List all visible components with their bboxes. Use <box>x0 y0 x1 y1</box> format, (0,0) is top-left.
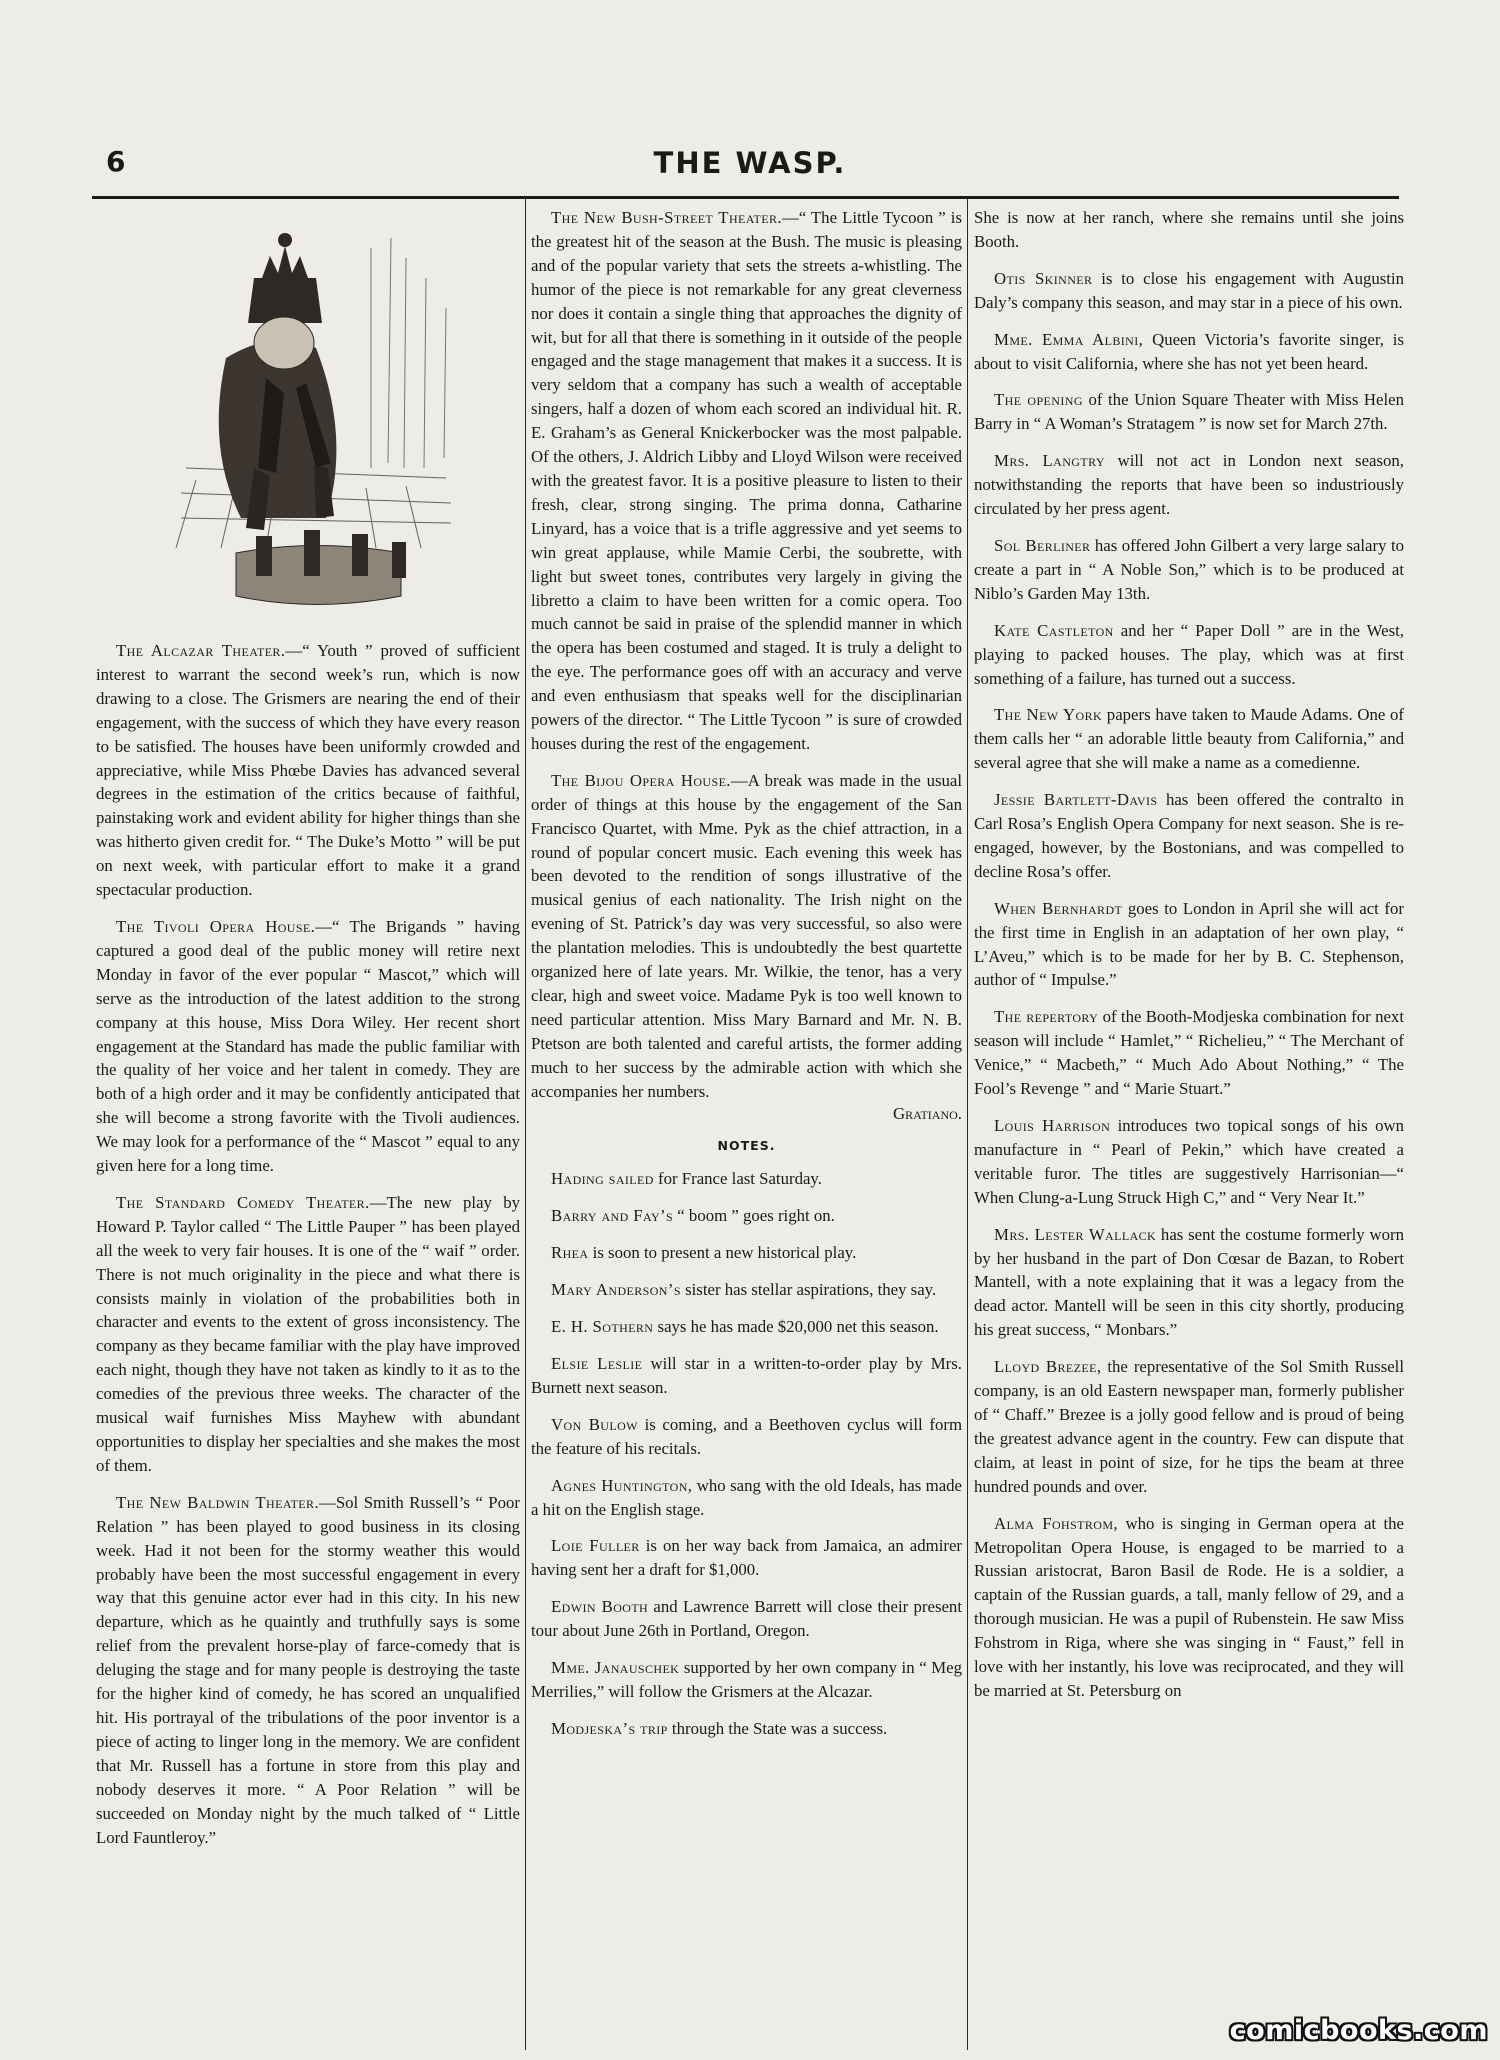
note-item: Loie Fuller is on her way back from Jamaica, an admirer having sent her a draft for $1,000. <box>531 1536 962 1580</box>
page-number: 6 <box>106 145 126 178</box>
author-signature: Gratiano. <box>893 1103 962 1123</box>
column-1 <box>96 206 520 2048</box>
notes-list <box>974 206 1404 1703</box>
note-item: The New York papers have taken to Maude Adams. One of them calls her “ an adorable little beauty from California,” and several agree that she will make a name as a comedienne. <box>974 705 1404 773</box>
note-item: Edwin Booth and Lawrence Barrett will close their present tour about June 26th in Portland, Oregon. <box>531 1597 962 1641</box>
note-item: Barry and Fay’s “ boom ” goes right on. <box>551 1206 835 1226</box>
column-3 <box>974 206 1404 2048</box>
note-item: Louis Harrison introduces two topical songs of his own manufacture in “ Pearl of Pekin,” which have created a veritable furor. The titles are suggestively Harrisonian—“ When Clung-a-Lung Struck High C,” and “ Very Near It.” <box>974 1116 1404 1207</box>
note-item: Otis Skinner is to close his engagement with Augustin Daly’s company this season, and may star in a piece of his own. <box>974 268 1404 312</box>
note-item: When Bernhardt goes to London in April she will act for the first time in English in an adaptation of her own play, “ L’Aveu,” which is to be made for her by B. C. Stephenson, author of “ Impulse.” <box>974 898 1404 990</box>
notes-list <box>531 1167 962 1740</box>
note-item: The repertory of the Booth-Modjeska combination for next season will include “ Hamlet,” “ Richelieu,” “ The Merchant of Venice,” “ Macbeth,” “ Much Ado About Nothing,” “ The Fool’s Revenge ” and “ Marie Stuart.” <box>974 1007 1404 1099</box>
article-bush-street-theater: The New Bush-Street Theater.—“ The Little Tycoon ” is the greatest hit of the season at the Bush. The music is pleasing and of the popular variety that sets the streets a-whistling. The humor of the piece is not remarkable for any great cleverness nor does it contain a single thing that approaches the dignity of wit, but for all that there is something in it outside of the people engaged and the stage management that makes it a success. It is very seldom that a company has such a wealth of acceptable singers, half a dozen of whom each scored an individual hit. R. E. Graham’s as General Knickerbocker was the most palpable. Of the others, J. Aldrich Libby and Lloyd Wilson were received with the greatest favor. It is a positive pleasure to listen to their fresh, clear, strong singing. The prima donna, Catharine Linyard, has a voice that is a trifle aggressive and yet seems to win great applause, while Mamie Cerbi, the soubrette, with light but sweet tones, contributes very largely in giving the libretto a claim to have been written for a comic opera. Too much cannot be said in praise of the splendid manner in which the opera has been costumed and staged. It is truly a delight to the eye. The performance goes off with an accuracy and verve and even enthusiasm that speaks well for the disciplinarian powers of the director. “ The Little Tycoon ” is sure of crowded houses during the rest of the engagement. <box>531 208 962 753</box>
note-item: Von Bulow is coming, and a Beethoven cyclus will form the feature of his recitals. <box>531 1414 962 1458</box>
note-item: Lloyd Brezee, the representative of the Sol Smith Russell company, is an old Eastern newspaper man, formerly publisher of “ Chaff.” Brezee is a jolly good fellow and is proud of being the greatest advance agent in the country. Few can dispute that claim, at least in point of size, for he tips the beam at three hundred pounds and over. <box>974 1357 1404 1496</box>
note-item: Mme. Janauschek supported by her own company in “ Meg Merrilies,” will follow the Grismers at the Alcazar. <box>531 1658 962 1701</box>
note-item: Alma Fohstrom, who is singing in German opera at the Metropolitan Opera House, is engaged to be married to a Russian aristocrat, Baron Basil de Rode. He is a soldier, a captain of the Russian guards, a tall, manly fellow of 29, and a thorough musician. He was a pupil of Rubenstein. He saw Miss Fohstrom in Riga, where she was singing in “ Faust,” fell in love with her instantly, his love was reciprocated, and they will be married at St. Petersburg on <box>974 1513 1404 1700</box>
article-tivoli-opera-house: The Tivoli Opera House.—“ The Brigands ” having captured a good deal of the public money will retire next Monday in favor of the ever popular “ Mascot,” which will serve as the introduction of the latest addition to the strong company at this house, Miss Dora Wiley. Her recent short engagement at the Standard has made the public familiar with the quality of her voice and her talent in comedy. They are both of a high order and it may be confidently anticipated that she will become a strong favorite with the Tivoli audiences. We may look for a performance of the “ Mascot ” equal to any given here for a long time. <box>96 916 520 1176</box>
article-standard-comedy-theater: The Standard Comedy Theater.—The new play by Howard P. Taylor called “ The Little Pauper ” has been played all the week to very fair houses. It is one of the “ waif ” order. There is not much originality in the piece and what there is consists mainly in violation of the probabilities both in character and events to the extent of gross inconsistency. The company as they became familiar with the play have improved each night, though they have not taken as kindly to it as to the comedies of the previous three weeks. The character of the musical waif furnishes Miss Mayhew with abundant opportunities to display her specialties and she makes the most of them. <box>96 1192 520 1475</box>
column-divider <box>967 198 968 2050</box>
article-new-baldwin-theater: The New Baldwin Theater.—Sol Smith Russell’s “ Poor Relation ” has been played to good business in its closing week. Had it not been for the stormy weather this would probably have been the most successful engagement in every way that this genuine actor ever had in this city. In his new departure, which as he quaintly and truthfully says is some relief from the prevalent horse-play of farce-comedy that is deluging the stage and for many people is destroying the taste for the higher kind of comedy, he has scored an unqualified hit. His portrayal of the tribulations of the poor inventor is a piece of acting to linger long in the memory. We are confident that Mr. Russell has a fortune in store from this play and nobody deserves it more. “ A Poor Relation ” will be succeeded on Monday night by the much talked of “ Little Lord Fauntleroy.” <box>96 1492 520 1847</box>
note-item: Rhea is soon to present a new historical play. <box>551 1243 857 1263</box>
note-item: Mme. Emma Albini, Queen Victoria’s favorite singer, is about to visit California, where she has not yet been heard. <box>974 329 1404 373</box>
masthead-title: THE WASP. <box>653 146 847 180</box>
watermark-logo: comicbooks.com <box>1229 2015 1488 2046</box>
note-item: Hading sailed for France last Saturday. <box>551 1169 822 1189</box>
article-alcazar-theater: The Alcazar Theater.—“ Youth ” proved of sufficient interest to warrant the second week’s run, which is now drawing to a close. The Grismers are nearing the end of their engagement, with the success of which they have every reason to be satisfied. The houses have been uniformly crowded and appreciative, while Miss Phœbe Davies has advanced several degrees in the estimation of the critics because of faithful, painstaking work and evident ability for higher things than she was hitherto given credit for. “ The Duke’s Motto ” will be put on next week, with particular effort to make it a grand spectacular production. <box>96 641 520 900</box>
column-divider <box>525 198 526 2050</box>
note-item: The opening of the Union Square Theater with Miss Helen Barry in “ A Woman’s Stratagem ” is now set for March 27th. <box>974 390 1404 434</box>
note-item: She is now at her ranch, where she remains until she joins Booth. <box>974 208 1404 251</box>
header-rule <box>92 196 1399 199</box>
note-item: Jessie Bartlett-Davis has been offered the contralto in Carl Rosa’s English Opera Company for next season. She is re-engaged, however, by the Bostonians, and was compelled to decline Rosa’s offer. <box>974 790 1404 881</box>
king-caricature-illustration <box>166 218 466 628</box>
note-item: Sol Berliner has offered John Gilbert a very large salary to create a part in “ A Noble Son,” which is to be produced at Niblo’s Garden May 13th. <box>974 535 1404 603</box>
note-item: Elsie Leslie will star in a written-to-order play by Mrs. Burnett next season. <box>531 1353 962 1397</box>
notes-heading: NOTES. <box>717 1138 776 1154</box>
note-item: Kate Castleton and her “ Paper Doll ” are in the West, playing to packed houses. The play, which was at first something of a failure, has turned out a success. <box>974 620 1404 688</box>
note-item: Mrs. Langtry will not act in London next season, notwithstanding the reports that have been so industriously circulated by her press agent. <box>974 451 1404 519</box>
note-item: Modjeska’s trip through the State was a success. <box>551 1718 888 1738</box>
article-bijou-opera-house: The Bijou Opera House.—A break was made in the usual order of things at this house by the engagement of the San Francisco Quartet, with Mme. Pyk as the chief attraction, in a round of popular concert music. Each evening this week has been devoted to the rendition of songs illustrative of the musical genius of each nationality. The Irish night on the evening of St. Patrick’s day was very successful, so also were the plantation melodies. This is undoubtedly the best quartette organized here of late years. Mr. Wilkie, the tenor, has a very clear, high and sweet voice. Madame Pyk is too well known to need particular attention. Miss Mary Barnard and Mr. N. B. Ptetson are both talented and careful artists, the former adding much to her success by the admirable action with which she accompanies her numbers. Gratiano. <box>531 769 962 1126</box>
note-item: E. H. Sothern says he has made $20,000 net this season. <box>551 1317 939 1337</box>
note-item: Mrs. Lester Wallack has sent the costume formerly worn by her husband in the part of Don Cœsar de Bazan, to Robert Mantell, with a note explaining that it was a legacy from the dead actor. Mantell will be seen in this city shortly, producing his great success, “ Monbars.” <box>974 1224 1404 1340</box>
column-2 <box>531 206 962 2048</box>
note-item: Mary Anderson’s sister has stellar aspirations, they say. <box>551 1280 937 1300</box>
note-item: Agnes Huntington, who sang with the old Ideals, has made a hit on the English stage. <box>531 1475 962 1519</box>
